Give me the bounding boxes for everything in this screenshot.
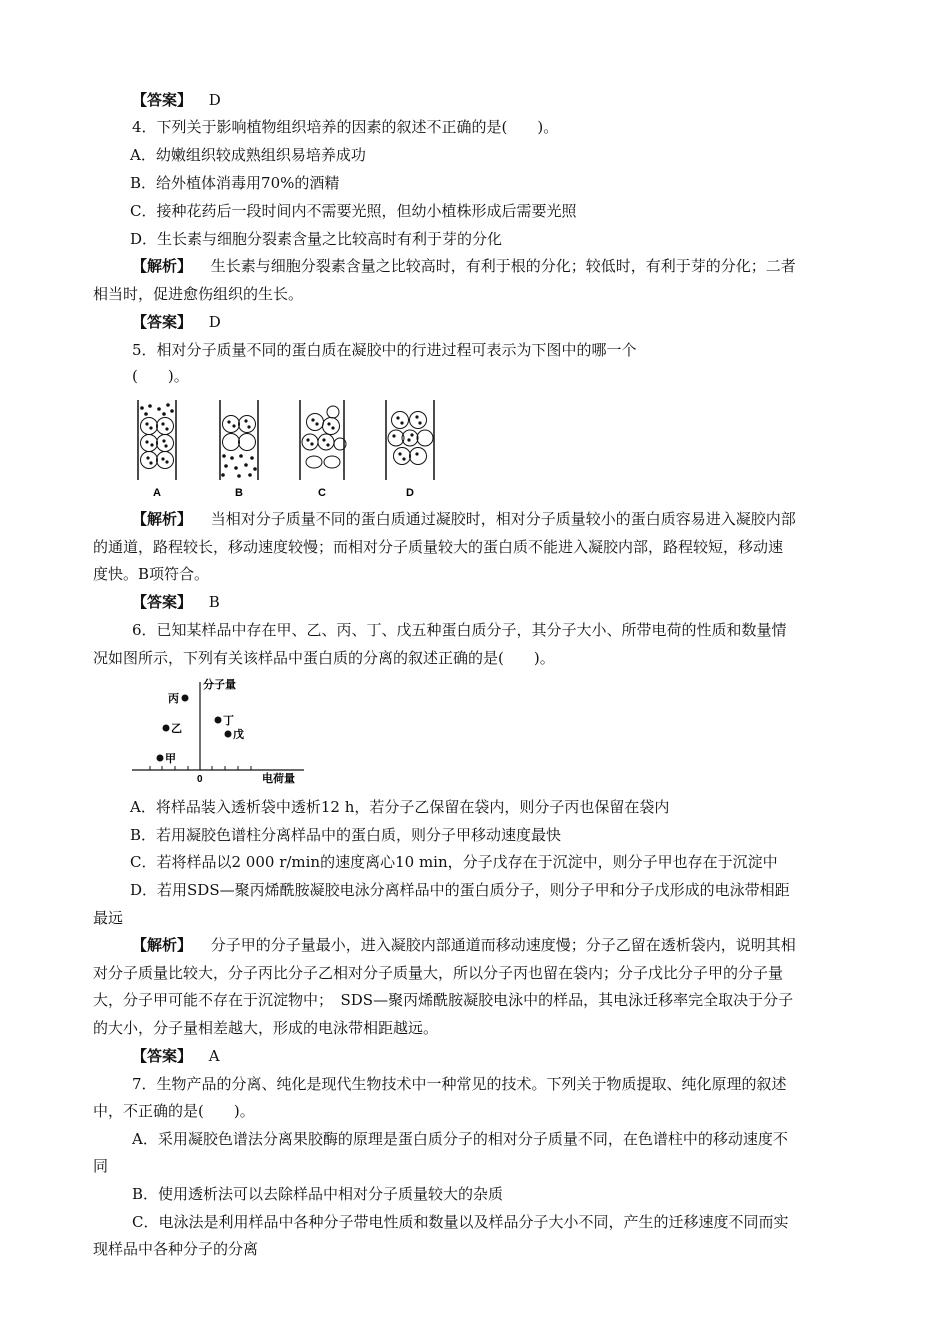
- q4-answer: [132, 312, 221, 332]
- q7-option-c-cont: 现样品中各种分子的分离: [93, 1240, 259, 1258]
- point-ding: [215, 717, 222, 724]
- q6-analysis-cont: 对分子质量比较大，分子丙比分子乙相对分子质量大，所以分子丙也留在袋内；分子戊比分子甲的分子量: [93, 964, 784, 982]
- point-label-jia: 甲: [165, 753, 176, 765]
- column-a: [138, 400, 176, 480]
- answer-line: [132, 90, 221, 110]
- q4-stem: 4．下列关于影响植物组织培养的因素的叙述不正确的是( )。: [132, 118, 559, 136]
- point-jia: [157, 755, 164, 762]
- point-wu: [225, 731, 232, 738]
- q7-stem-cont: 中，不正确的是( )。: [93, 1102, 255, 1120]
- q6-analysis: [132, 935, 796, 955]
- q4-option-b: B．给外植体消毒用70%的酒精: [130, 174, 340, 192]
- y-axis-label: 分子量: [203, 679, 236, 691]
- figure-label-d: D: [406, 487, 414, 499]
- q6-stem: 6．已知某样品中存在甲、乙、丙、丁、戊五种蛋白质分子，其分子大小、所带电荷的性质和数量情: [132, 621, 787, 639]
- figure-label-c: C: [318, 487, 326, 499]
- q4-analysis: [132, 256, 796, 276]
- answer-value: B: [208, 593, 220, 611]
- q5-analysis-cont2: 度快。B项符合。: [93, 565, 210, 583]
- q6-option-a: A．将样品装入透析袋中透析12 h，若分子乙保留在袋内，则分子丙也保留在袋内: [130, 798, 670, 816]
- point-label-ding: 丁: [223, 715, 234, 727]
- column-c: [300, 400, 346, 480]
- point-label-wu: 戊: [233, 729, 244, 741]
- answer-value: D: [208, 313, 221, 331]
- answer-value: A: [208, 1047, 220, 1065]
- point-label-yi: 乙: [171, 723, 182, 735]
- q4-analysis-cont: 相当时，促进愈伤组织的生长。: [93, 285, 304, 303]
- q7-option-a: A．采用凝胶色谱法分离果胶酶的原理是蛋白质分子的相对分子质量不同，在色谱柱中的移动速度不: [132, 1130, 788, 1148]
- point-yi: [163, 725, 170, 732]
- answer-label: 【答案】: [132, 593, 193, 611]
- q5-analysis-cont: 的通道，路程较长，移动速度较慢；而相对分子质量较大的蛋白质不能进入凝胶内部，路程较短，移动速: [93, 538, 784, 556]
- answer-label: 【答案】: [132, 1047, 193, 1065]
- analysis-label: 【解析】: [132, 510, 193, 528]
- q5-stem-paren: ( )。: [132, 367, 189, 385]
- charge-mass-chart: [128, 676, 308, 786]
- figure-label-b: B: [235, 487, 243, 499]
- analysis-text: 生长素与细胞分裂素含量之比较高时，有利于根的分化；较低时，有利于芽的分化；二者: [210, 257, 796, 275]
- q5-stem: 5．相对分子质量不同的蛋白质在凝胶中的行进过程可表示为下图中的哪一个: [132, 341, 637, 359]
- answer-value: D: [208, 91, 221, 109]
- q4-option-c: C．接种花药后一段时间内不需要光照，但幼小植株形成后需要光照: [130, 202, 577, 220]
- answer-label: 【答案】: [132, 313, 193, 331]
- q6-option-b: B．若用凝胶色谱柱分离样品中的蛋白质，则分子甲移动速度最快: [130, 826, 562, 844]
- x-axis-label: 电荷量: [262, 773, 295, 785]
- q7-stem: 7．生物产品的分离、纯化是现代生物技术中一种常见的技术。下列关于物质提取、纯化原理的叙述: [132, 1075, 787, 1093]
- analysis-text: 分子甲的分子量最小，进入凝胶内部通道而移动速度慢；分子乙留在透析袋内，说明其相: [210, 936, 796, 954]
- q7-option-a-cont: 同: [93, 1157, 109, 1175]
- q5-analysis: [132, 509, 796, 529]
- q6-option-d: D．若用SDS—聚丙烯酰胺凝胶电泳分离样品中的蛋白质分子，则分子甲和分子戊形成的电泳带相距: [130, 881, 790, 899]
- q6-stem-cont: 况如图所示，下列有关该样品中蛋白质的分离的叙述正确的是( )。: [93, 649, 555, 667]
- q7-option-b: B．使用透析法可以去除样品中相对分子质量较大的杂质: [132, 1185, 504, 1203]
- point-label-bing: 丙: [168, 693, 179, 705]
- analysis-label: 【解析】: [132, 257, 193, 275]
- answer-label: 【答案】: [132, 91, 193, 109]
- origin-label: 0: [197, 774, 203, 785]
- q6-option-c: C．若将样品以2 000 r/min的速度离心10 min，分子戊存在于沉淀中，则分子甲也存在于沉淀中: [130, 853, 778, 871]
- column-b: [220, 400, 258, 480]
- q4-option-d: D．生长素与细胞分裂素含量之比较高时有利于芽的分化: [130, 230, 503, 248]
- q6-analysis-cont2: 大，分子甲可能不存在于沉淀物中； SDS—聚丙烯酰胺凝胶电泳中的样品，其电泳迁移率完全取决于分子: [93, 991, 794, 1009]
- q6-option-d-cont: 最远: [93, 909, 124, 927]
- column-d: [386, 400, 434, 480]
- q6-answer: [132, 1046, 220, 1066]
- q6-analysis-cont3: 的大小，分子量相差越大，形成的电泳带相距越远。: [93, 1019, 439, 1037]
- q7-option-c: C．电泳法是利用样品中各种分子带电性质和数量以及样品分子大小不同，产生的迁移速度不同而实: [132, 1213, 789, 1231]
- figure-label-a: A: [153, 487, 161, 499]
- analysis-label: 【解析】: [132, 936, 193, 954]
- point-bing: [182, 695, 189, 702]
- q4-option-a: A．幼嫩组织较成熟组织易培养成功: [130, 146, 366, 164]
- analysis-text: 当相对分子质量不同的蛋白质通过凝胶时，相对分子质量较小的蛋白质容易进入凝胶内部: [210, 510, 796, 528]
- gel-column-figure: [128, 398, 448, 502]
- q5-answer: [132, 592, 220, 612]
